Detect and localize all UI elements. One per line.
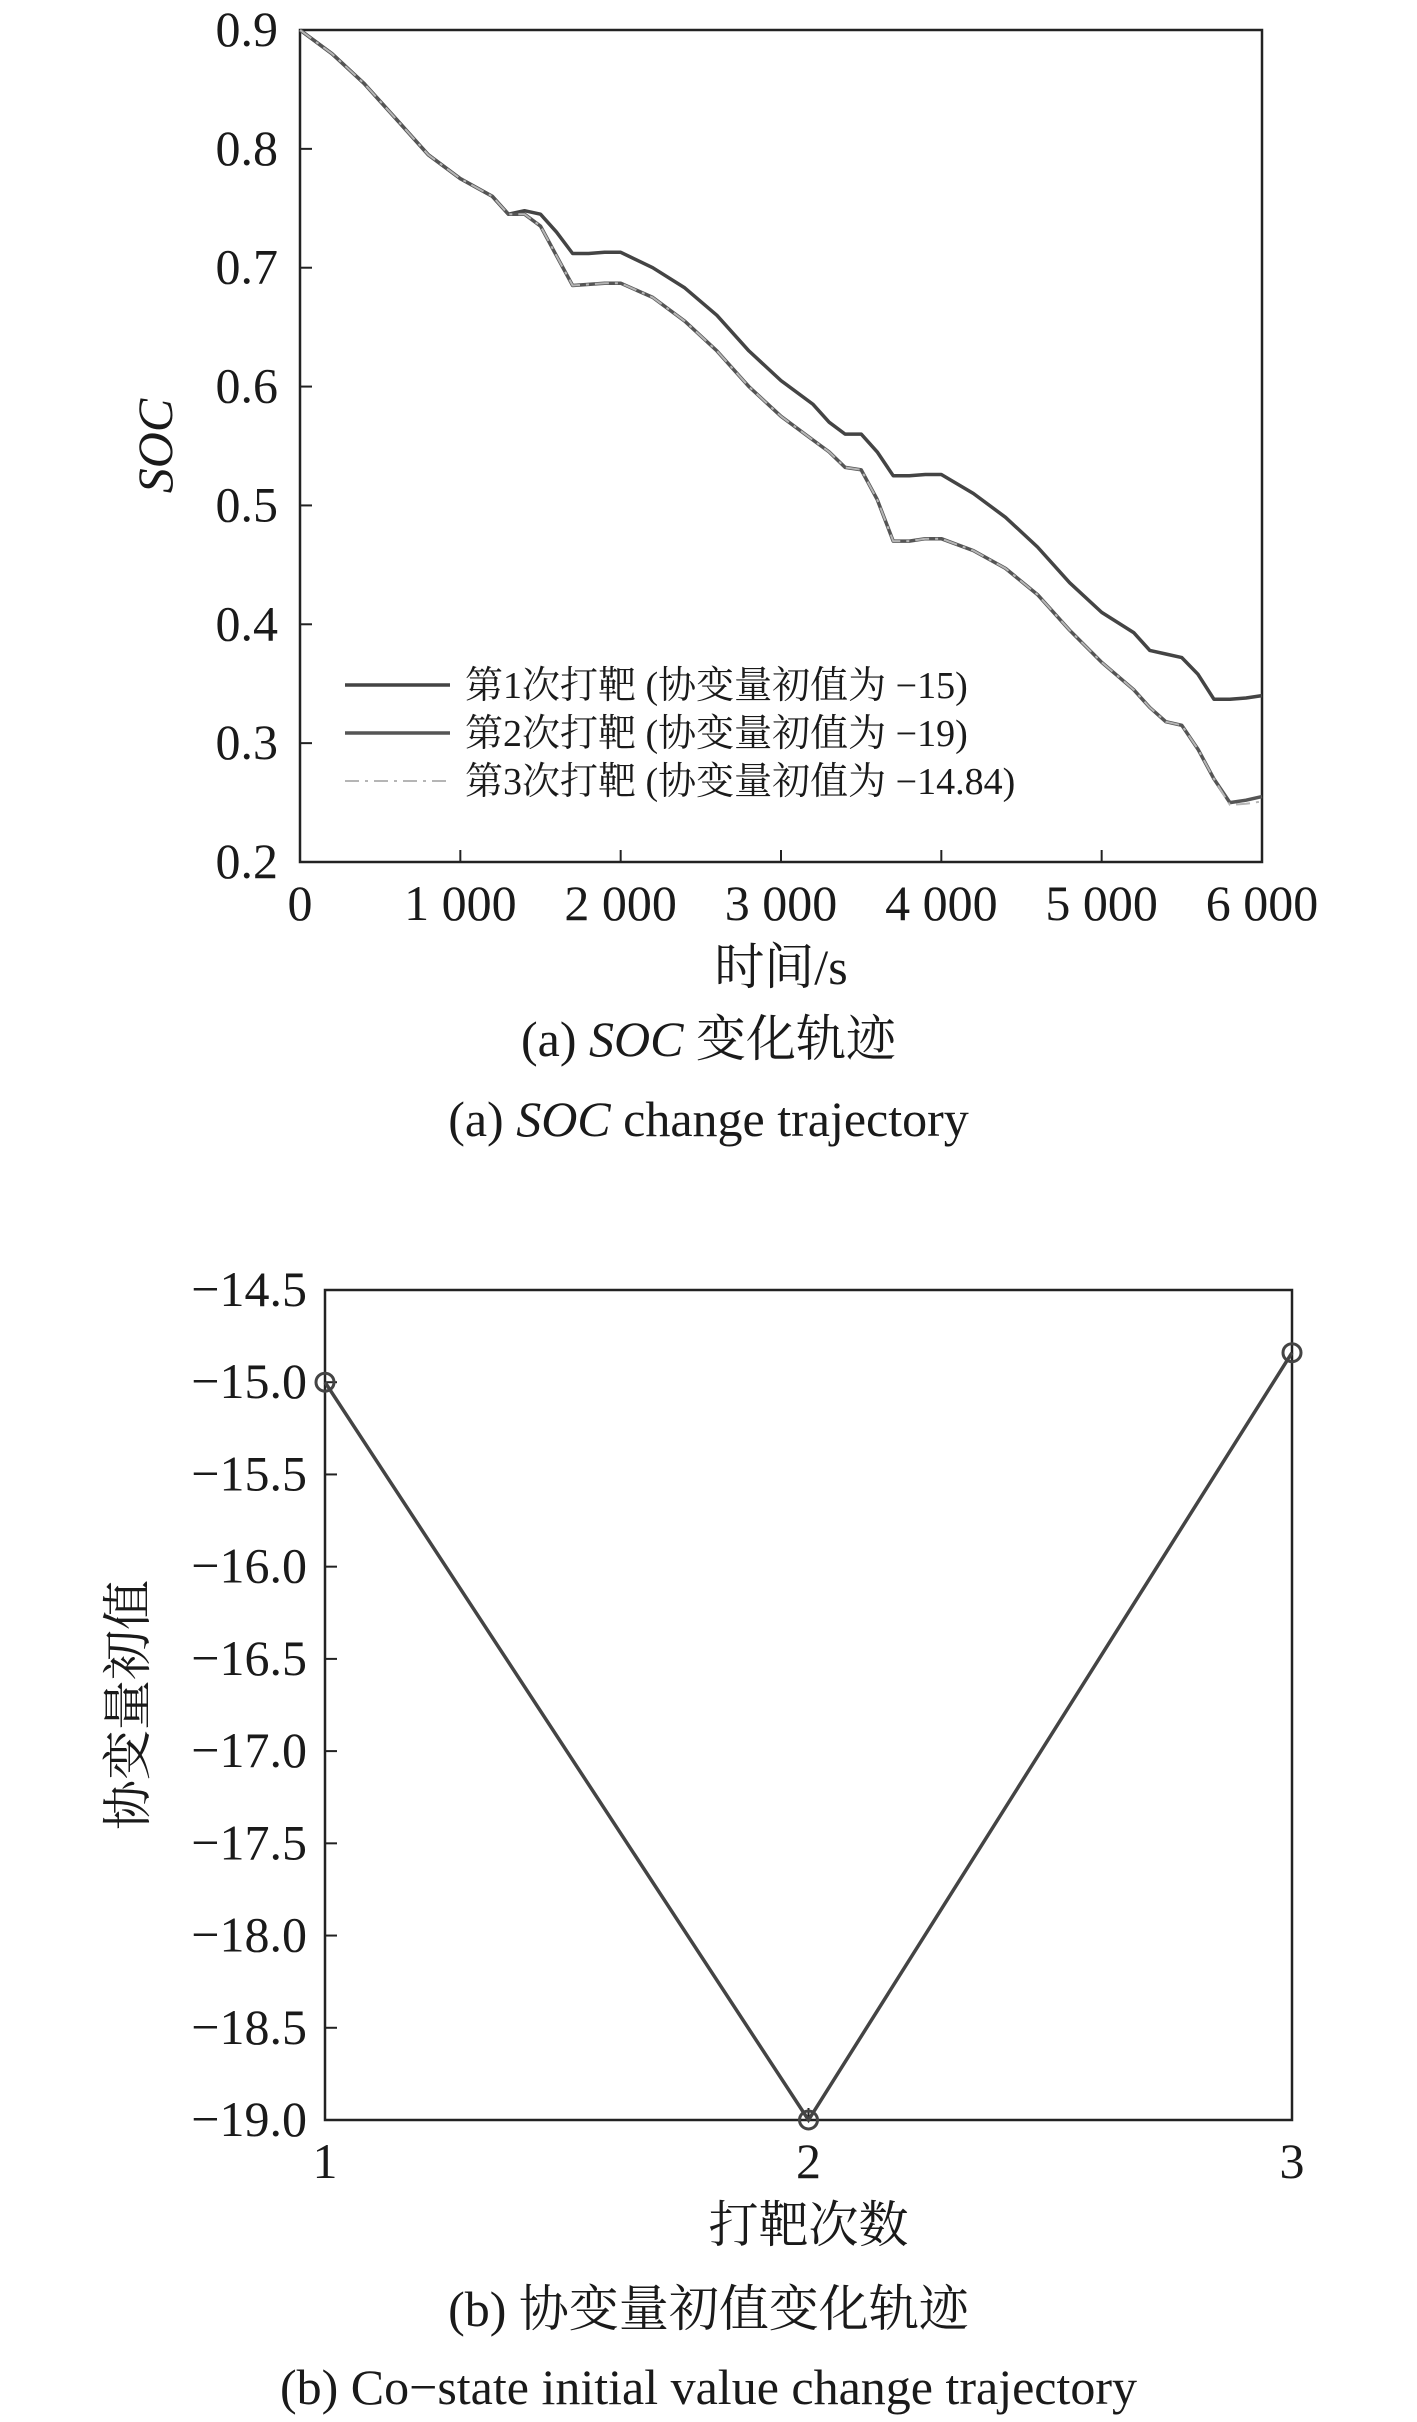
x-tick-label: 0 bbox=[287, 875, 313, 931]
caption-a-en-suffix: change trajectory bbox=[610, 1091, 969, 1147]
y-axis-label: SOC bbox=[127, 398, 183, 494]
caption-a-cn bbox=[0, 1010, 1417, 1068]
y-tick-label: 0.3 bbox=[215, 714, 278, 771]
y-tick-label: −16.0 bbox=[191, 1537, 307, 1594]
y-tick-label: 0.9 bbox=[215, 1, 278, 57]
y-tick-label: −16.5 bbox=[191, 1629, 307, 1686]
soc-chart-figure bbox=[0, 0, 1417, 1160]
caption-a-cn-prefix: (a) bbox=[521, 1011, 590, 1067]
caption-a-cn-italic: SOC bbox=[589, 1011, 684, 1067]
y-axis-label: 协变量初值 bbox=[100, 1580, 156, 1830]
y-tick-label: 0.5 bbox=[215, 476, 278, 533]
x-axis-label: 打靶次数 bbox=[708, 2197, 909, 2253]
x-tick-label: 6 000 bbox=[1205, 875, 1319, 931]
x-tick-label: 2 bbox=[796, 2133, 821, 2189]
x-tick-label: 4 000 bbox=[885, 875, 998, 931]
y-tick-label: −17.0 bbox=[191, 1722, 307, 1779]
legend-label-1: 第1次打靶 (协变量初值为 −15) bbox=[465, 665, 968, 707]
y-tick-label: −14.5 bbox=[191, 1261, 307, 1317]
x-tick-label: 2 000 bbox=[564, 875, 677, 931]
y-tick-label: −17.5 bbox=[191, 1814, 307, 1871]
costate-chart-figure bbox=[0, 1240, 1417, 2422]
x-tick-label: 1 bbox=[312, 2133, 338, 2189]
y-tick-label: −18.5 bbox=[191, 1998, 307, 2055]
x-tick-label: 3 bbox=[1279, 2133, 1305, 2189]
y-tick-label: 0.8 bbox=[215, 119, 278, 176]
y-tick-label: −18.0 bbox=[191, 1906, 307, 1963]
series-line bbox=[325, 1353, 1292, 2120]
costate-chart bbox=[0, 1240, 1417, 2422]
plot-frame bbox=[325, 1290, 1292, 2120]
y-tick-label: 0.6 bbox=[215, 357, 278, 414]
soc-chart bbox=[0, 0, 1417, 1160]
y-tick-label: −19.0 bbox=[191, 2091, 307, 2147]
caption-a-en-italic: SOC bbox=[516, 1091, 611, 1147]
caption-a-en bbox=[0, 1090, 1417, 1148]
y-tick-label: 0.7 bbox=[215, 238, 278, 295]
y-tick-label: −15.5 bbox=[191, 1445, 307, 1502]
x-axis-label: 时间/s bbox=[714, 939, 848, 995]
caption-b-cn: (b) 协变量初值变化轨迹 bbox=[448, 2281, 969, 2337]
legend-label-2: 第2次打靶 (协变量初值为 −19) bbox=[465, 713, 968, 755]
y-tick-label: 0.4 bbox=[215, 595, 278, 652]
series-line-1 bbox=[300, 30, 1262, 699]
x-tick-label: 5 000 bbox=[1045, 875, 1158, 931]
legend-label-3: 第3次打靶 (协变量初值为 −14.84) bbox=[465, 761, 1016, 803]
x-tick-label: 3 000 bbox=[724, 875, 838, 931]
caption-a-en-prefix: (a) bbox=[448, 1091, 517, 1147]
y-tick-label: 0.2 bbox=[215, 833, 278, 889]
caption-a-cn-suffix: 变化轨迹 bbox=[683, 1011, 896, 1067]
x-tick-label: 1 000 bbox=[404, 875, 517, 931]
y-tick-label: −15.0 bbox=[191, 1353, 307, 1410]
caption-b-en: (b) Co−state initial value change trajectory bbox=[279, 2359, 1138, 2415]
